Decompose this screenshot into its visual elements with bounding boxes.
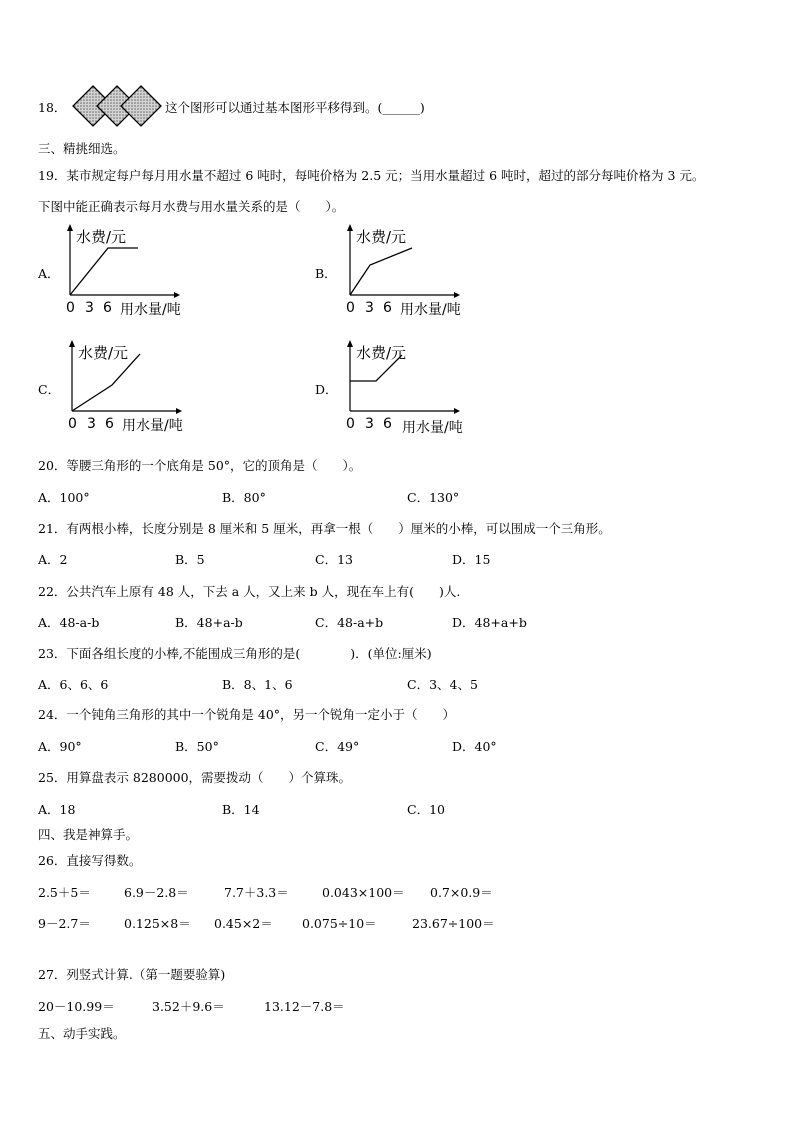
svg-text:0: 0 <box>346 300 355 316</box>
q21-text: 21．有两根小棒，长度分别是 8 厘米和 5 厘米，再拿一根（ ）厘米的小棒，可以围成一个三角形。 <box>38 521 611 536</box>
section-5-heading: 五、动手实践。 <box>38 1026 126 1041</box>
q26-item: 2.5＋5＝ <box>38 885 91 900</box>
graph-c <box>62 338 212 440</box>
svg-text:0: 0 <box>346 416 355 432</box>
graph-c-xlabel: 用水量/吨 <box>122 418 183 434</box>
q27-item: 13.12－7.8＝ <box>264 999 345 1014</box>
graph-d-ylabel: 水费/元 <box>356 344 407 362</box>
q26-item: 0.043×100＝ <box>322 885 405 900</box>
graph-b-label: B． <box>315 266 337 281</box>
graph-b <box>340 222 490 324</box>
graph-a <box>60 222 210 324</box>
q23-option-a: A．6、6、6 <box>38 677 109 692</box>
graph-a-ylabel: 水费/元 <box>76 228 127 246</box>
q21-option-c: C．13 <box>315 552 353 567</box>
q24-option-c: C．49° <box>315 739 360 754</box>
graph-b-xlabel: 用水量/吨 <box>400 302 461 318</box>
q24-text: 24．一个钝角三角形的其中一个锐角是 40°，另一个锐角一定小于（ ） <box>38 707 456 722</box>
q26-item: 0.125×8＝ <box>124 916 191 931</box>
graph-a-xlabel: 用水量/吨 <box>120 302 181 318</box>
q22-option-d: D．48+a+b <box>452 615 527 630</box>
section-3-heading: 三、精挑细选。 <box>38 141 126 156</box>
q21-option-a: A．2 <box>38 552 68 567</box>
svg-text:3: 3 <box>365 416 374 432</box>
q20-option-c: C．130° <box>407 490 460 505</box>
q25-option-b: B．14 <box>222 802 260 817</box>
svg-text:6: 6 <box>103 300 112 316</box>
rhombus-figure <box>71 84 163 132</box>
q27-item: 3.52＋9.6＝ <box>152 999 225 1014</box>
q26-item: 9－2.7＝ <box>38 916 91 931</box>
graph-d <box>340 338 490 440</box>
q26-item: 23.67÷100＝ <box>412 916 495 931</box>
q20-text: 20．等腰三角形的一个底角是 50°，它的顶角是（ ）。 <box>38 458 362 473</box>
q22-text: 22．公共汽车上原有 48 人，下去 a 人，又上来 b 人，现在车上有( )人. <box>38 584 461 599</box>
graph-a-label: A． <box>38 266 60 281</box>
svg-text:0: 0 <box>66 300 75 316</box>
q22-option-a: A．48-a-b <box>38 615 100 630</box>
q27-text: 27．列竖式计算.（第一题要验算) <box>38 967 226 982</box>
q24-option-b: B．50° <box>175 739 219 754</box>
q25-option-c: C．10 <box>407 802 445 817</box>
q23-option-b: B．8、1、6 <box>222 677 293 692</box>
q19-line2: 下图中能正确表示每月水费与用水量关系的是（ ）。 <box>38 199 345 214</box>
svg-text:3: 3 <box>87 416 96 432</box>
q21-option-d: D．15 <box>452 552 491 567</box>
svg-text:3: 3 <box>365 300 374 316</box>
q25-option-a: A．18 <box>38 802 76 817</box>
section-4-heading: 四、我是神算手。 <box>38 827 139 842</box>
q21-option-b: B．5 <box>175 552 205 567</box>
svg-text:3: 3 <box>85 300 94 316</box>
q19-line1: 19．某市规定每户每月用水量不超过 6 吨时，每吨价格为 2.5 元；当用水量超过 6 吨时，超过的部分每吨价格为 3 元。 <box>38 168 705 183</box>
svg-text:6: 6 <box>383 416 392 432</box>
q26-item: 0.075÷10＝ <box>302 916 377 931</box>
q26-item: 7.7＋3.3＝ <box>224 885 289 900</box>
svg-text:6: 6 <box>105 416 114 432</box>
q20-option-b: B．80° <box>222 490 266 505</box>
q22-option-b: B．48+a-b <box>175 615 243 630</box>
q24-option-a: A．90° <box>38 739 82 754</box>
graph-d-label: D． <box>315 382 338 397</box>
q18-text: 这个图形可以通过基本图形平移得到。(______) <box>165 100 425 115</box>
q27-item: 20－10.99＝ <box>38 999 115 1014</box>
q25-text: 25．用算盘表示 8280000，需要拨动（ ）个算珠。 <box>38 770 352 785</box>
q20-option-a: A．100° <box>38 490 90 505</box>
q26-item: 0.45×2＝ <box>214 916 273 931</box>
q24-option-d: D．40° <box>452 739 497 754</box>
graph-c-label: C． <box>38 382 61 397</box>
svg-text:6: 6 <box>383 300 392 316</box>
q23-option-c: C．3、4、5 <box>407 677 478 692</box>
q22-option-c: C．48-a+b <box>315 615 384 630</box>
q23-text: 23．下面各组长度的小棒,不能围成三角形的是( )．(单位:厘米) <box>38 646 432 661</box>
graph-c-ylabel: 水费/元 <box>78 344 129 362</box>
q18-number: 18． <box>38 100 67 115</box>
q26-text: 26．直接写得数。 <box>38 853 142 868</box>
svg-text:0: 0 <box>68 416 77 432</box>
graph-d-xlabel: 用水量/吨 <box>402 420 463 436</box>
q26-item: 6.9－2.8＝ <box>124 885 189 900</box>
graph-b-ylabel: 水费/元 <box>356 228 407 246</box>
q26-item: 0.7×0.9＝ <box>430 885 493 900</box>
